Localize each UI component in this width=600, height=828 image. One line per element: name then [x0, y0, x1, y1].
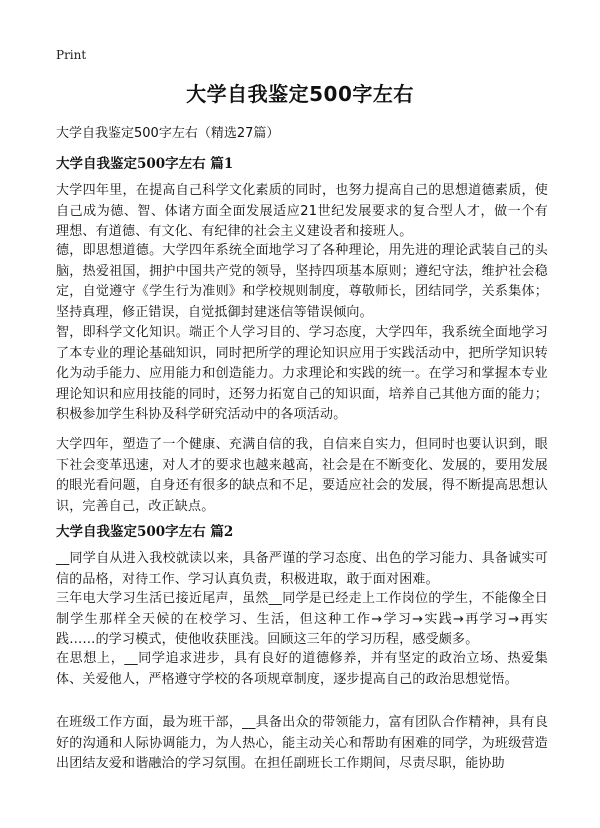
- paragraph: 智，即科学文化知识。端正个人学习目的、学习态度，大学四年，我系统全面地学习了本专业的理论基础知识，同时把所学的理论知识应用于实践活动中，把所学知识转化为动手能力、应用能力和创造能力。力求理论和实践的统一。在学习和掌握本专业理论知识和应用技能的同时，还努力拓宽自己的知识面，培养自己其他方面的能力；积极参加学生科协及科学研究活动中的各项活动。: [56, 325, 548, 422]
- page-title: 大学自我鉴定500字左右: [186, 82, 414, 106]
- paragraph: 大学四年里，在提高自己科学文化素质的同时，也努力提高自己的思想道德素质，使自己成为德、智、体诸方面全面发展适应21世纪发展要求的复合型人才，做一个有理想、有道德、有文化、有纪律的社会主义建设者和接班人。: [56, 183, 548, 239]
- paragraph: 三年电大学习生活已接近尾声，虽然__同学是已经走上工作岗位的学生，不能像全日制学生那样全天候的在校学习、生活，但这种工作→学习→实践→再学习→再实践……的学习模式，使他收获匪浅。回顾这三年的学习历程，感受颇多。: [56, 591, 548, 647]
- paragraph: 在思想上，__同学追求进步，具有良好的道德修养，并有坚定的政治立场、热爱集体、关爱他人，严格遵守学校的各项规章制度，逐步提高自己的政治思想觉悟。: [56, 651, 548, 687]
- section-heading-1: 大学自我鉴定500字左右 篇1: [56, 156, 234, 172]
- paragraph: 大学四年，塑造了一个健康、充满自信的我，自信来自实力，但同时也要认识到，眼下社会变革迅速，对人才的要求也越来越高，社会是在不断变化、发展的，要用发展的眼光看问题，自身还有很多的缺点和不足，要适应社会的发展，得不断提高思想认识，完善自己，改正缺点。: [56, 437, 548, 514]
- print-link[interactable]: Print: [56, 48, 87, 62]
- section-heading-2: 大学自我鉴定500字左右 篇2: [56, 524, 234, 540]
- paragraph: 德，即思想道德。大学四年系统全面地学习了各种理论，用先进的理论武装自己的头脑，热爱祖国，拥护中国共产党的领导，坚持四项基本原则；遵纪守法，维护社会稳定，自觉遵守《学生行为准则》和学校规则制度，尊敬师长，团结同学，关系集体；坚持真理，修正错误，自觉抵御封建迷信等错误倾向。: [56, 243, 548, 320]
- page-subtitle: 大学自我鉴定500字左右（精选27篇）: [56, 126, 280, 141]
- paragraph: 在班级工作方面，最为班干部，__具备出众的带领能力，富有团队合作精神，具有良好的沟通和人际协调能力，为人热心，能主动关心和帮助有困难的同学，为班级营造出团结友爱和谐融洽的学习氛围。在担任副班长工作期间，尽责尽职，能协助: [56, 715, 548, 771]
- paragraph: __同学自从进入我校就读以来，具备严谨的学习态度、出色的学习能力、具备诚实可信的品格，对待工作、学习认真负责，积极进取，敢于面对困难。: [56, 551, 548, 587]
